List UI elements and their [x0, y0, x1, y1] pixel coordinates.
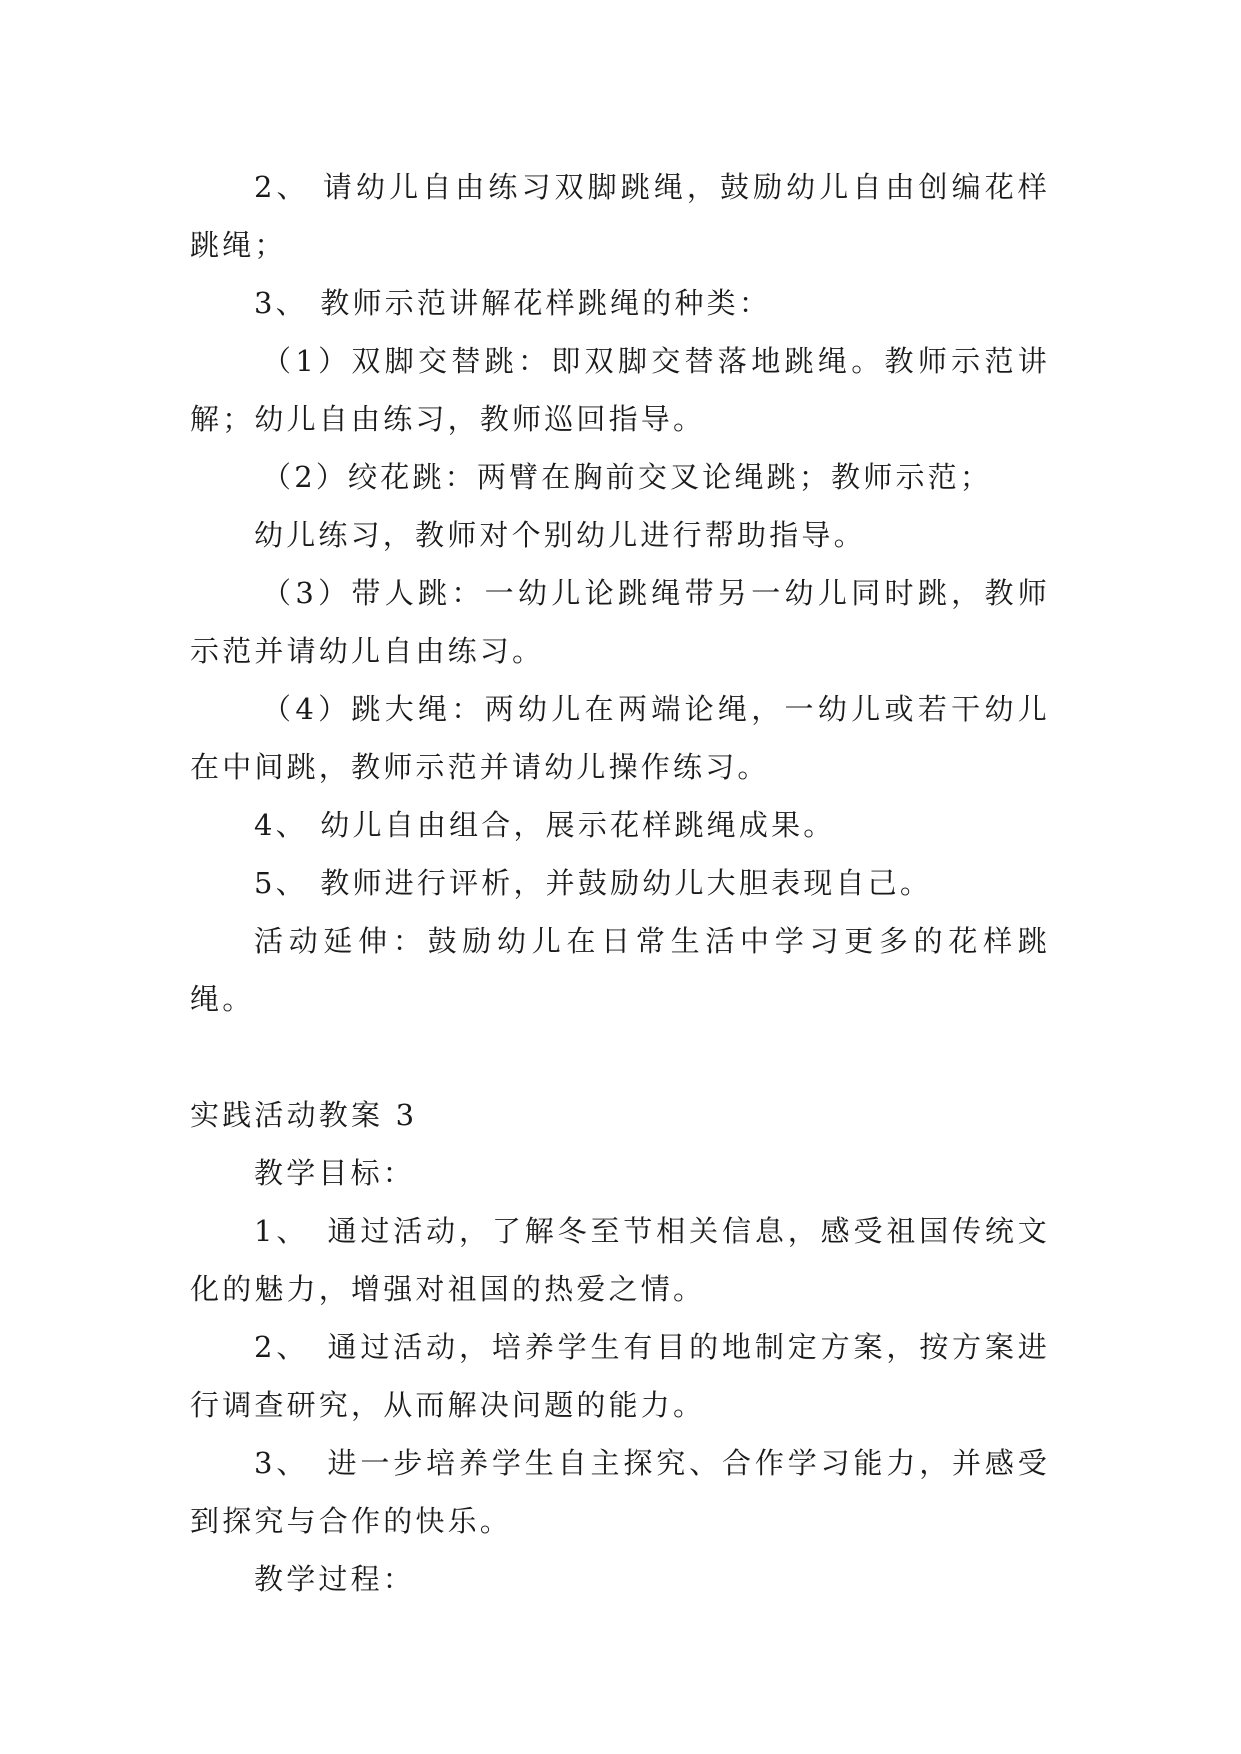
- paragraph-objective-2: 2、 通过活动，培养学生有目的地制定方案，按方案进行调查研究，从而解决问题的能力。: [190, 1330, 1050, 1422]
- paragraph-step-4: 4、 幼儿自由组合，展示花样跳绳成果。: [254, 808, 836, 842]
- paragraph-step-3: 3、 教师示范讲解花样跳绳的种类：: [254, 286, 772, 320]
- paragraph-item-2-cont: 幼儿练习，教师对个别幼儿进行帮助指导。: [254, 518, 866, 552]
- paragraph-extension: 活动延伸：鼓励幼儿在日常生活中学习更多的花样跳绳。: [190, 924, 1050, 1016]
- paragraph-item-4: （4）跳大绳：两幼儿在两端论绳，一幼儿或若干幼儿在中间跳，教师示范并请幼儿操作练习。: [190, 692, 1050, 784]
- paragraph-objective-3: 3、 进一步培养学生自主探究、合作学习能力，并感受到探究与合作的快乐。: [190, 1446, 1050, 1538]
- paragraph-objective-1: 1、 通过活动，了解冬至节相关信息，感受祖国传统文化的魅力，增强对祖国的热爱之情。: [190, 1214, 1050, 1306]
- document-page: [190, 158, 1050, 1608]
- paragraph-process-heading: 教学过程：: [254, 1562, 416, 1596]
- section-spacer: [190, 1028, 1050, 1086]
- section-title: 实践活动教案 3: [190, 1098, 418, 1132]
- paragraph-item-1: （1）双脚交替跳：即双脚交替落地跳绳。教师示范讲解；幼儿自由练习，教师巡回指导。: [190, 344, 1050, 436]
- paragraph-step-5: 5、 教师进行评析，并鼓励幼儿大胆表现自己。: [254, 866, 933, 900]
- paragraph-step-2: 2、 请幼儿自由练习双脚跳绳，鼓励幼儿自由创编花样跳绳；: [190, 170, 1050, 262]
- paragraph-item-3: （3）带人跳：一幼儿论跳绳带另一幼儿同时跳，教师示范并请幼儿自由练习。: [190, 576, 1050, 668]
- paragraph-item-2: （2）绞花跳：两臂在胸前交叉论绳跳；教师示范；: [262, 460, 993, 494]
- paragraph-objectives-heading: 教学目标：: [254, 1156, 416, 1190]
